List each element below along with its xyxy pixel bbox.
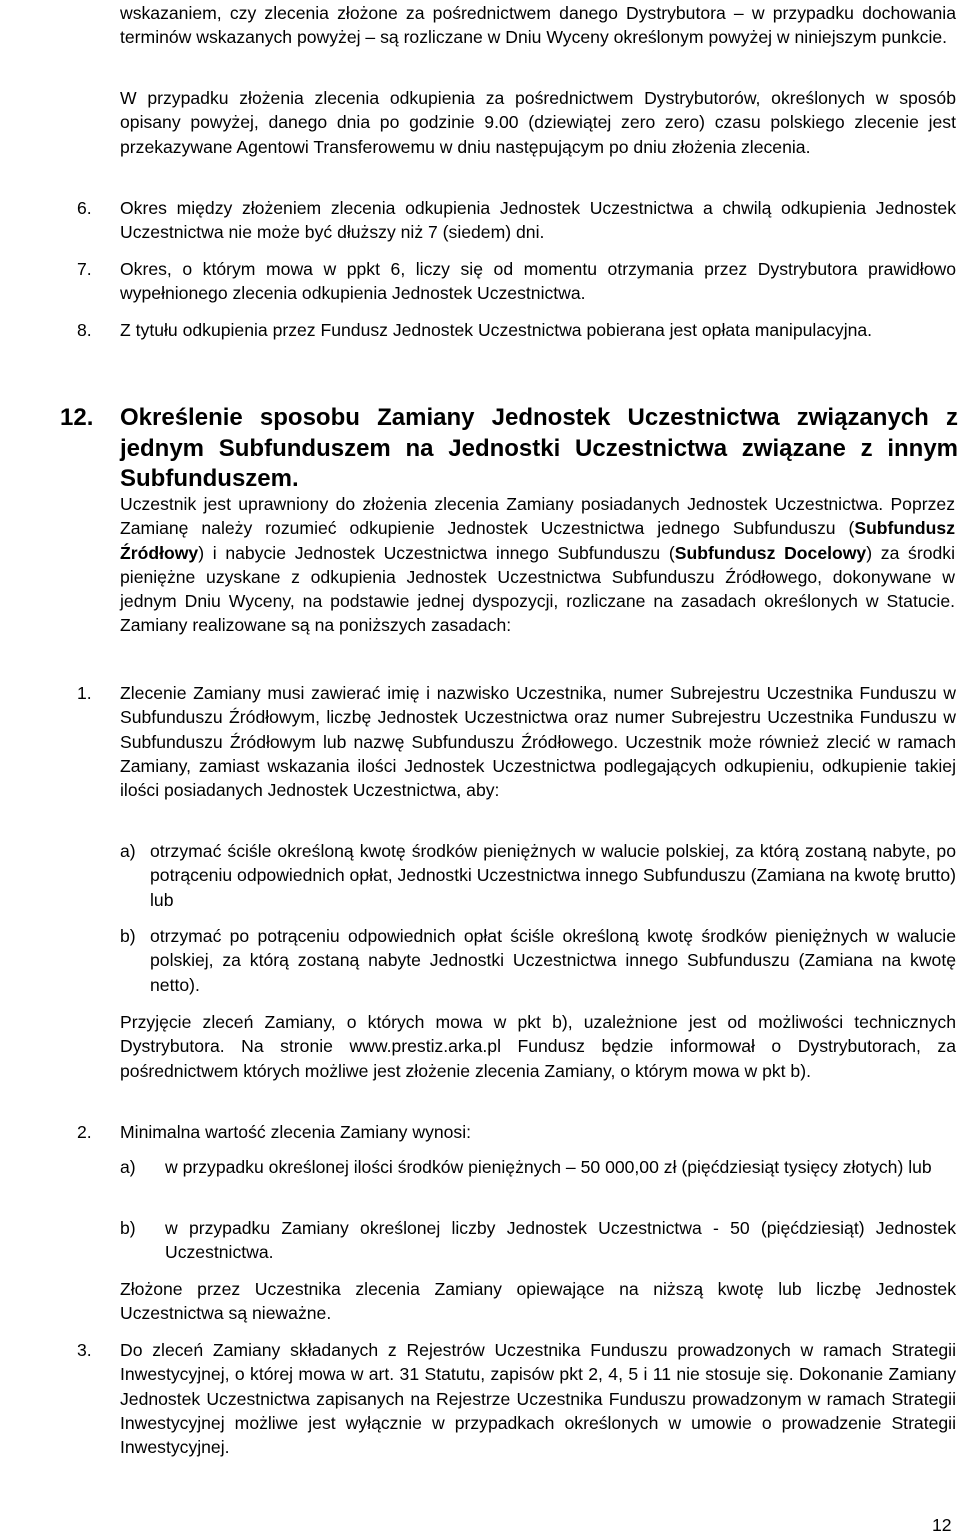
- item-6-text: Okres między złożeniem zlecenia odkupienia Jednostek Uczestnictwa a chwilą odkupienia Jednostek Uczestnictwa nie może być dłuższy niż 7 (siedem) dni.: [120, 198, 956, 243]
- list-item-1a-letter: a): [120, 841, 136, 861]
- page-number: 12: [932, 1515, 952, 1535]
- item-8-number: 8.: [77, 320, 92, 340]
- list-item-1-note: Przyjęcie zleceń Zamiany, o których mowa w pkt b), uzależnione jest od możliwości technicznych Dystrybutora. Na stronie www.prestiz.arka.pl Fundusz będzie informował o Dystrybutorach, za pośrednictwem których możliwe jest złożenie zlecenia Zamiany, o którym mowa w pkt b).: [120, 1012, 956, 1081]
- paragraph-continuation: wskazaniem, czy zlecenia złożone za pośrednictwem danego Dystrybutora – w przypadku dochowania terminów wskazanych powyżej – są rozliczane w Dniu Wyceny określonym powyżej w niniejszym punkcie.: [120, 3, 956, 48]
- list-item-2b-text: w przypadku Zamiany określonej liczby Jednostek Uczestnictwa - 50 (pięćdziesiąt) Jednostek Uczestnictwa.: [165, 1218, 956, 1263]
- intro-text-3: ) za środki pieniężne uzyskane z odkupienia Jednostek Uczestnictwa Subfunduszu Źródłowego, dokonywane w jednym Dniu Wyceny, na podstawie jednej dyspozycji, rozliczane na zasadach określonych w Statucie. Zamiany realizowane są na poniższych zasadach:: [120, 542, 955, 636]
- section-number: 12.: [60, 404, 94, 431]
- list-item-1a-text: otrzymać ściśle określoną kwotę środków pieniężnych w walucie polskiej, za którą zostaną nabyte, po potrąceniu odpowiednich opłat, Jednostki Uczestnictwa innego Subfunduszu (Zamiana na kwotę brutto) lub: [150, 841, 956, 910]
- list-item-2a-letter: a): [120, 1157, 136, 1177]
- intro-text-2: ) i nabycie Jednostek Uczestnictwa innego Subfunduszu (: [198, 542, 675, 563]
- list-item-2-text: Minimalna wartość zlecenia Zamiany wynosi:: [120, 1122, 472, 1142]
- intro-term-source-subfund: Subfundusz Źródłowy: [120, 518, 955, 563]
- list-item-1-text: Zlecenie Zamiany musi zawierać imię i nazwisko Uczestnika, numer Subrejestru Uczestnika Funduszu w Subfunduszu Źródłowym, liczbę Jednostek Uczestnictwa oraz numer Subrejestru Uczestnika Funduszu w Subfunduszu Źródłowym lub nazwę Subfunduszu Źródłowego. Uczestnik może również zlecić w ramach Zamiany, zamiast wskazania ilości Jednostek Uczestnictwa podlegających odkupieniu, odkupienie takiej ilości posiadanych Jednostek Uczestnictwa, aby:: [120, 683, 956, 801]
- list-item-1-number: 1.: [77, 683, 92, 703]
- list-item-2a-text: w przypadku określonej ilości środków pieniężnych – 50 000,00 zł (pięćdziesiąt tysięcy złotych) lub: [165, 1157, 932, 1177]
- list-item-3-number: 3.: [77, 1340, 92, 1360]
- list-item-3-text: Do zleceń Zamiany składanych z Rejestrów Uczestnika Funduszu prowadzonych w ramach Strategii Inwestycyjnej, o której mowa w art. 31 Statutu, zapisów pkt 2, 4, 5 i 11 nie stosuje się. Dokonanie Zamiany Jednostek Uczestnictwa zapisanych na Rejestrze Uczestnika Funduszu prowadzonym w ramach Strategii Inwestycyjnej możliwe jest wyłącznie w przypadkach określonych w umowie o prowadzenie Strategii Inwestycyjnej.: [120, 1340, 956, 1458]
- intro-text-1: Uczestnik jest uprawniony do złożenia zlecenia Zamiany posiadanych Jednostek Uczestnictwa. Poprzez Zamianę należy rozumieć odkupienie Jednostek Uczestnictwa jednego Subfunduszu (: [120, 494, 955, 539]
- list-item-2-number: 2.: [77, 1122, 92, 1142]
- section-title: Określenie sposobu Zamiany Jednostek Uczestnictwa związanych z jednym Subfunduszem na Jednostki Uczestnictwa związane z innym Subfunduszem.: [120, 404, 958, 492]
- item-8-text: Z tytułu odkupienia przez Fundusz Jednostek Uczestnictwa pobierana jest opłata manipulacyjna.: [120, 320, 873, 340]
- item-6-number: 6.: [77, 198, 92, 218]
- list-item-2b-letter: b): [120, 1218, 136, 1238]
- list-item-1b-text: otrzymać po potrąceniu odpowiednich opłat ściśle określoną kwotę środków pieniężnych w walucie polskiej, za którą zostaną nabyte Jednostki Uczestnictwa innego Subfunduszu (Zamiana na kwotę netto).: [150, 926, 956, 995]
- list-item-1b-letter: b): [120, 926, 136, 946]
- section-heading: [60, 403, 958, 495]
- paragraph-cutoff-time: W przypadku złożenia zlecenia odkupienia za pośrednictwem Dystrybutorów, określonych w sposób opisany powyżej, danego dnia po godzinie 9.00 (dziewiątej zero zero) czasu polskiego zlecenie jest przekazywane Agentowi Transferowemu w dniu następującym po dniu złożenia zlecenia.: [120, 88, 956, 157]
- item-7-text: Okres, o którym mowa w ppkt 6, liczy się od momentu otrzymania przez Dystrybutora prawidłowo wypełnionego zlecenia odkupienia Jednostek Uczestnictwa.: [120, 259, 956, 304]
- intro-term-target-subfund: Subfundusz Docelowy: [674, 542, 867, 563]
- item-7-number: 7.: [77, 259, 92, 279]
- section-intro: [120, 492, 955, 638]
- list-item-2-note: Złożone przez Uczestnika zlecenia Zamiany opiewające na niższą kwotę lub liczbę Jednostek Uczestnictwa są nieważne.: [120, 1279, 956, 1324]
